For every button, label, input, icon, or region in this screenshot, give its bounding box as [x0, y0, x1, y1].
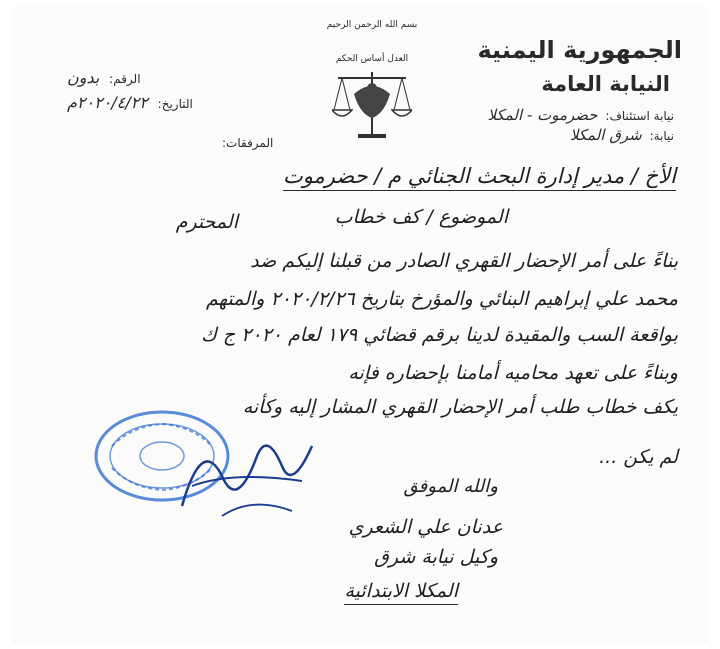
body-line-5: يكف خطاب طلب أمر الإحضار القهري المشار إليه وكأنه	[242, 396, 678, 418]
document-page	[12, 6, 708, 643]
body-line-4: وبناءً على تعهد محاميه أمامنا بإحضاره فإنه	[348, 362, 678, 384]
closing: والله الموفق	[403, 476, 498, 497]
date-field: التاريخ: ٢٠٢٠/٤/٢٢م	[67, 93, 193, 112]
body-line-2: محمد علي إبراهيم البنائي والمؤرخ بتاريخ ٢٠٢٠/٢/٢٦ والمتهم	[206, 288, 678, 310]
date-value: ٢٠٢٠/٤/٢٢م	[67, 93, 148, 112]
appeal-branch-line: نيابة استئناف: حضرموت - المكلا	[487, 106, 674, 124]
subject-line: الموضوع / كف خطاب	[334, 206, 508, 228]
number-value: بدون	[67, 68, 100, 87]
date-label: التاريخ	[161, 97, 193, 111]
number-label: الرقم	[113, 72, 141, 86]
body-line-6: لم يكن ...	[599, 446, 678, 468]
republic-title: الجمهورية اليمنية	[477, 36, 682, 64]
appeal-branch-label: نيابة استئناف	[609, 109, 674, 123]
attachments-label: المرفقات	[226, 136, 274, 150]
attachments-field: المرفقات:	[222, 136, 274, 150]
addressee: الأخ / مدير إدارة البحث الجنائي م / حضرموت	[283, 164, 676, 191]
body-line-3: بواقعة السب والمقيدة لدينا برقم قضائي ١٧٩ لعام ٢٠٢٠ ج ك	[201, 324, 678, 346]
number-field: الرقم: بدون	[67, 68, 141, 87]
branch-value: شرق المكلا	[569, 126, 642, 144]
signature-scribble-icon	[162, 416, 332, 526]
basmala: بسم الله الرحمن الرحيم	[326, 20, 418, 30]
appeal-branch-value: حضرموت - المكلا	[487, 106, 598, 124]
authority-title: النيابة العامة	[541, 72, 670, 96]
greeting: المحترم	[175, 211, 238, 233]
signature-office: المكلا الابتدائية	[344, 580, 458, 605]
signature-name: عدنان علي الشعري	[348, 516, 503, 538]
scales-eagle-emblem-icon	[332, 64, 412, 144]
motto: العدل أساس الحكم	[335, 54, 409, 64]
signature-role: وكيل نيابة شرق	[374, 546, 498, 568]
branch-label: نيابة	[653, 129, 674, 143]
body-line-1: بناءً على أمر الإحضار القهري الصادر من قبلنا إليكم ضد	[250, 250, 678, 272]
branch-line: نيابة: شرق المكلا	[569, 126, 674, 144]
